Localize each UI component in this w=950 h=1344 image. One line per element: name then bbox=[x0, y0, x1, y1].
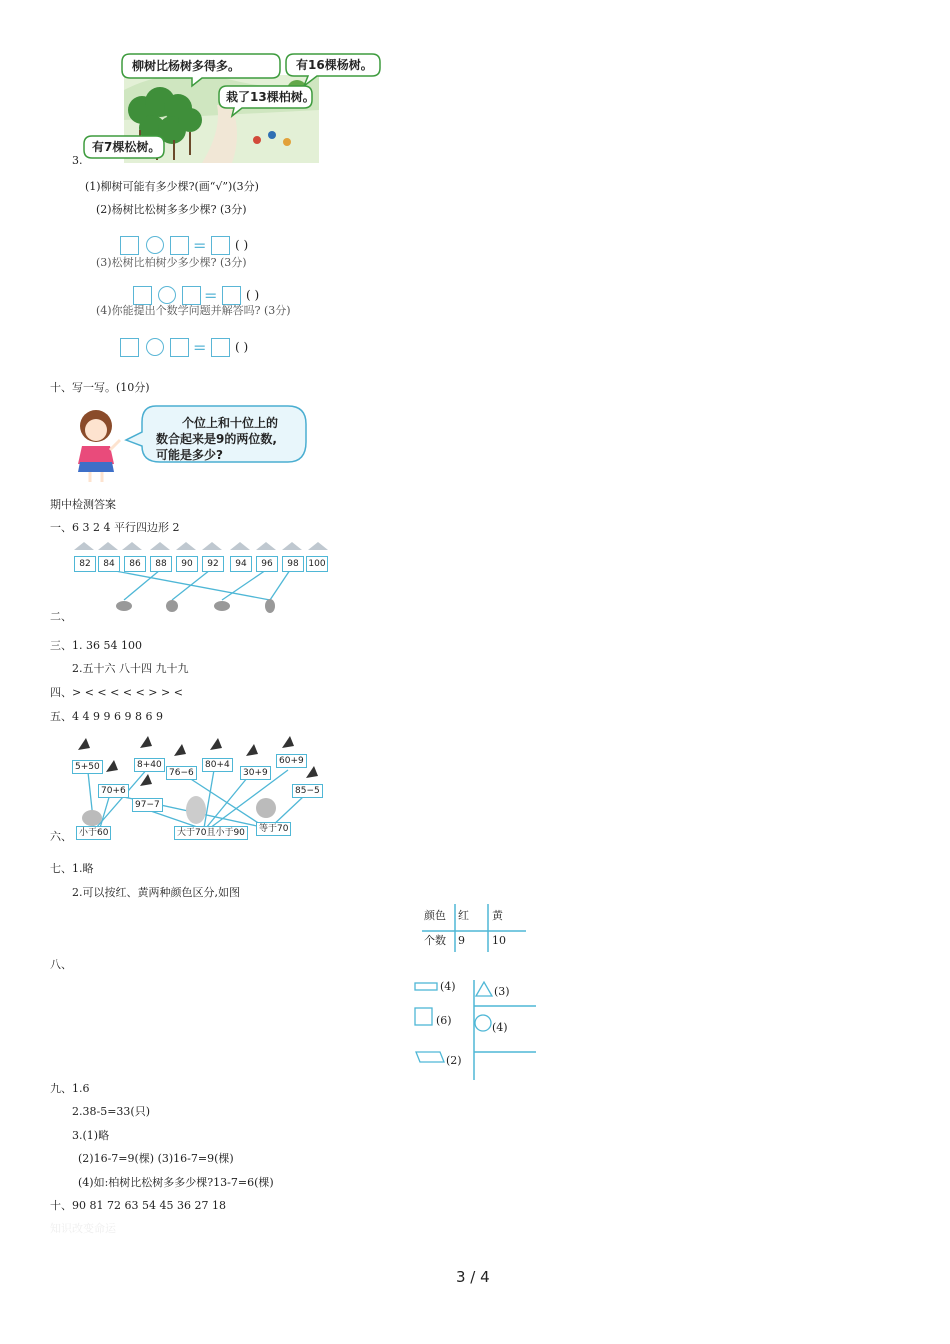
answer-box[interactable] bbox=[211, 236, 230, 255]
q10-illustration bbox=[68, 402, 318, 484]
answer-9-2: 2.38-5=33(只) bbox=[72, 1105, 151, 1118]
answer-8-label: 八、 bbox=[50, 958, 72, 971]
q10-title: 十、写一写。(10分) bbox=[50, 381, 150, 394]
expression-label: 60+9 bbox=[276, 754, 307, 768]
page-number: 3 / 4 bbox=[456, 1268, 490, 1286]
answer-6-diagram bbox=[70, 732, 330, 842]
house-number-label: 84 bbox=[98, 556, 120, 572]
q3-part2: (2)杨树比松树多多少棵? (3分) bbox=[96, 203, 247, 216]
operator-circle[interactable] bbox=[146, 236, 164, 254]
expression-label: 30+9 bbox=[240, 766, 271, 780]
expression-label: 8+40 bbox=[134, 758, 165, 772]
square-shape bbox=[415, 1008, 432, 1025]
house-number-label: 88 bbox=[150, 556, 172, 572]
triangle-shape bbox=[476, 982, 492, 996]
table-cell: 9 bbox=[458, 934, 465, 947]
house-number-label: 82 bbox=[74, 556, 96, 572]
table-cell: 颜色 bbox=[424, 909, 446, 922]
house-number-label: 94 bbox=[230, 556, 252, 572]
answer-box[interactable] bbox=[120, 338, 139, 357]
answer-3-1: 三、1. 36 54 100 bbox=[50, 639, 142, 652]
answer-9-3c: (4)如:柏树比松树多多少棵?13-7=6(棵) bbox=[78, 1176, 274, 1189]
expression-label: 70+6 bbox=[98, 784, 129, 798]
group-label: 大于70且小于90 bbox=[174, 826, 248, 840]
unit-paren[interactable]: ( ) bbox=[235, 340, 249, 354]
answer-1: 一、6 3 2 4 平行四边形 2 bbox=[50, 521, 180, 534]
answer-7-2: 2.可以按红、黄两种颜色区分,如图 bbox=[72, 886, 240, 899]
house-number-label: 98 bbox=[282, 556, 304, 572]
table-cell: 红 bbox=[458, 909, 469, 922]
house-number-label: 86 bbox=[124, 556, 146, 572]
group-label: 小于60 bbox=[76, 826, 111, 840]
answer-2-label: 二、 bbox=[50, 610, 72, 623]
shape-sort-grid bbox=[410, 974, 540, 1084]
answer-5: 五、4 4 9 9 6 9 8 6 9 bbox=[50, 710, 163, 723]
house-animal-lines bbox=[70, 542, 340, 622]
answer-7-table bbox=[420, 904, 530, 954]
shape-count: (3) bbox=[494, 985, 510, 998]
q10-bubble-line1: 个位上和十位上的 bbox=[182, 416, 279, 430]
q10-bubble-line2: 数合起来是9的两位数, bbox=[156, 432, 277, 446]
bubble-willow: 柳树比杨树多得多。 bbox=[132, 59, 241, 73]
answer-box[interactable] bbox=[133, 286, 152, 305]
operator-circle[interactable] bbox=[146, 338, 164, 356]
answer-box[interactable] bbox=[182, 286, 201, 305]
answers-heading: 期中检测答案 bbox=[50, 498, 116, 511]
q3-part3: (3)松树比柏树少多少棵? (3分) bbox=[96, 256, 247, 269]
faint-watermark-text: 知识改变命运 bbox=[50, 1222, 116, 1235]
bubble-poplar: 有16棵杨树。 bbox=[296, 58, 373, 72]
house-number-label: 92 bbox=[202, 556, 224, 572]
q10-bubble-line3: 可能是多少? bbox=[156, 448, 223, 462]
shape-count: (6) bbox=[436, 1014, 452, 1027]
answer-box[interactable] bbox=[222, 286, 241, 305]
expression-label: 76−6 bbox=[166, 766, 197, 780]
expression-label: 5+50 bbox=[72, 760, 103, 774]
q3-illustration bbox=[82, 50, 382, 165]
rectangle-shape bbox=[415, 983, 437, 990]
table-cell: 个数 bbox=[424, 934, 446, 947]
answer-box[interactable] bbox=[211, 338, 230, 357]
shape-count: (4) bbox=[440, 980, 456, 993]
expression-label: 97−7 bbox=[132, 798, 163, 812]
answer-box[interactable] bbox=[170, 338, 189, 357]
house-number-label: 90 bbox=[176, 556, 198, 572]
parallelogram-shape bbox=[416, 1052, 444, 1062]
equals-sign: = bbox=[204, 286, 218, 305]
equals-sign: = bbox=[193, 338, 207, 357]
group-label: 等于70 bbox=[256, 822, 291, 836]
table-cell: 10 bbox=[492, 934, 506, 947]
answer-2-diagram bbox=[70, 542, 340, 622]
bubble-cypress: 栽了13棵柏树。 bbox=[226, 90, 315, 104]
answer-4: 四、> < < < < < > > < bbox=[50, 686, 183, 699]
operator-circle[interactable] bbox=[158, 286, 176, 304]
circle-shape bbox=[475, 1015, 491, 1031]
bubble-pine: 有7棵松树。 bbox=[92, 140, 161, 154]
answer-9-1: 九、1.6 bbox=[50, 1082, 90, 1095]
house-number-label: 96 bbox=[256, 556, 278, 572]
shape-count: (4) bbox=[492, 1021, 508, 1034]
unit-paren[interactable]: ( ) bbox=[246, 288, 260, 302]
q3-part1: (1)柳树可能有多少棵?(画“√”)(3分) bbox=[85, 180, 259, 193]
unit-paren[interactable]: ( ) bbox=[235, 238, 249, 252]
table-cell: 黄 bbox=[492, 909, 503, 922]
answer-7-1: 七、1.略 bbox=[50, 862, 94, 875]
answer-8-diagram bbox=[410, 974, 540, 1084]
shape-count: (2) bbox=[446, 1054, 462, 1067]
equals-sign: = bbox=[193, 236, 207, 255]
answer-9-3: 3.(1)略 bbox=[72, 1129, 110, 1142]
answer-3-2: 2.五十六 八十四 九十九 bbox=[72, 662, 189, 675]
answer-6-label: 六、 bbox=[50, 830, 72, 843]
answer-9-3b: (2)16-7=9(棵) (3)16-7=9(棵) bbox=[78, 1152, 234, 1165]
answer-box[interactable] bbox=[120, 236, 139, 255]
expression-label: 85−5 bbox=[292, 784, 323, 798]
expression-label: 80+4 bbox=[202, 758, 233, 772]
answer-box[interactable] bbox=[170, 236, 189, 255]
q3-number: 3. bbox=[72, 154, 83, 167]
house-number-label: 100 bbox=[306, 556, 328, 572]
answer-10: 十、90 81 72 63 54 45 36 27 18 bbox=[50, 1199, 226, 1212]
q3-part4: (4)你能提出个数学问题并解答吗? (3分) bbox=[96, 304, 291, 317]
